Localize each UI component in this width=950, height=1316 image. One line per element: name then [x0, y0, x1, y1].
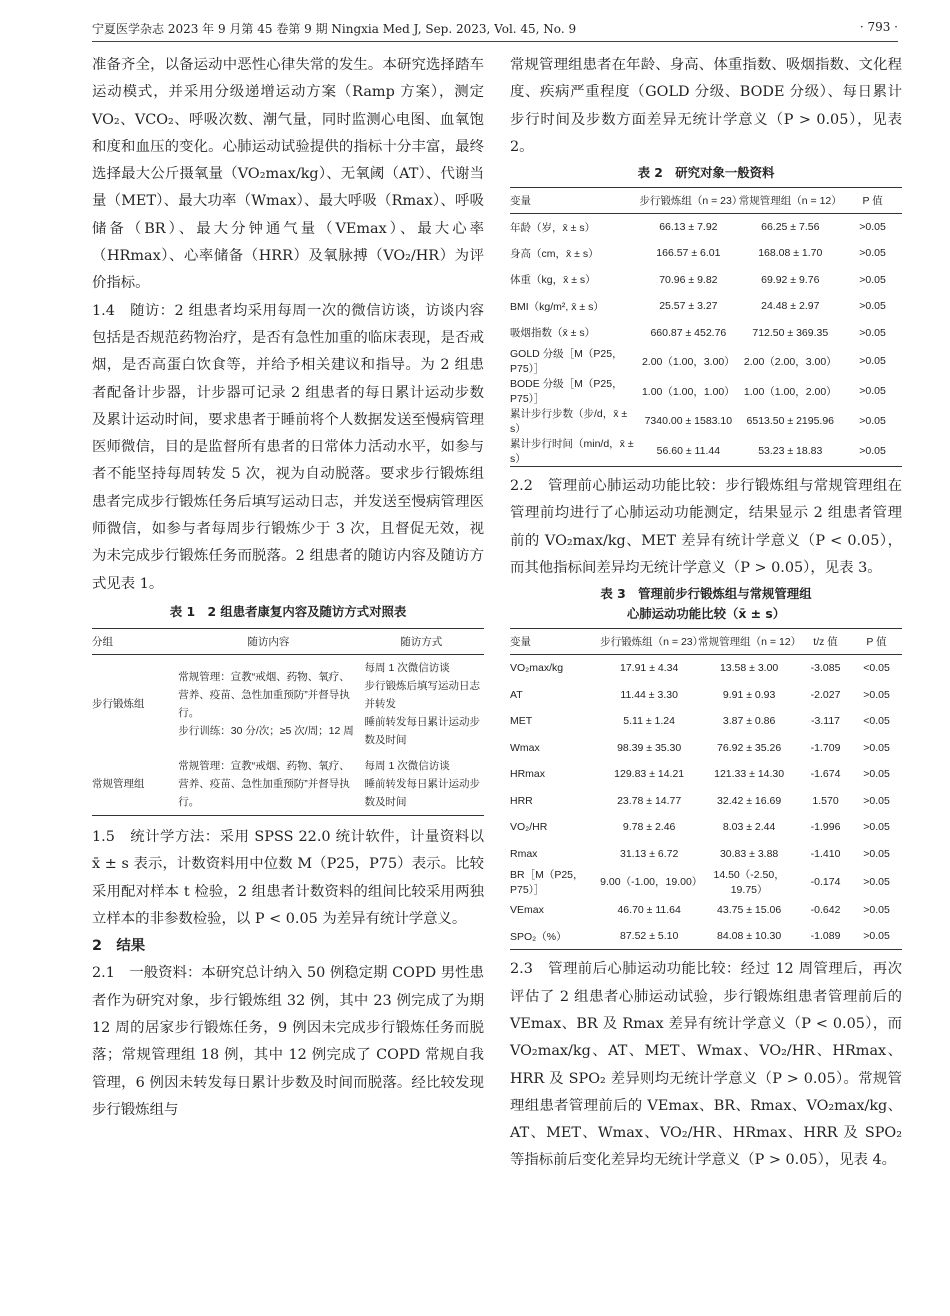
table-cell: 8.03 ± 2.44 — [722, 821, 776, 834]
table-cell: >0.05 — [859, 247, 886, 260]
table-row — [510, 406, 902, 436]
table1-header-group: 分组 — [92, 628, 178, 654]
table3-header-walk: 步行锻炼组（n = 23） — [600, 629, 698, 655]
table-cell: 69.92 ± 9.76 — [761, 273, 820, 286]
table-cell: -1.709 — [810, 741, 841, 754]
table-row — [510, 840, 902, 867]
table1-content-walk — [178, 654, 358, 753]
section-heading-results: 2 结果 — [92, 938, 146, 955]
table1-method-routine — [359, 753, 484, 816]
table1 — [92, 628, 484, 816]
table1-content-line: 常规管理：宣教“戒烟、药物、氧疗、营养、疫苗、急性加重预防”并督导执行。 — [178, 759, 350, 808]
table-cell: 66.13 ± 7.92 — [659, 221, 718, 234]
table2-body — [510, 214, 902, 467]
table-cell: -1.410 — [810, 847, 841, 860]
table-cell: 体重（kg，x̄ ± s） — [510, 274, 596, 287]
table-row — [510, 923, 902, 950]
table3-body — [510, 655, 902, 950]
table-cell: 76.92 ± 35.26 — [717, 741, 782, 754]
table-cell: 17.91 ± 4.34 — [620, 662, 679, 675]
table-cell: >0.05 — [859, 445, 886, 458]
paragraph-baseline-comparison: 常规管理组患者在年龄、身高、体重指数、吸烟指数、文化程度、疾病严重程度（GOLD 分级、BODE 分级）、每日累计步行时间及步数方面差异无统计学意义（P > 0.05），见表 2。 — [510, 57, 902, 155]
table3-header-row — [510, 629, 902, 655]
table-row — [510, 681, 902, 708]
table-row — [510, 897, 902, 924]
table-cell: 23.78 ± 14.77 — [617, 794, 682, 807]
table-row — [510, 867, 902, 897]
table-cell: 9.91 ± 0.93 — [722, 688, 776, 701]
table-cell: >0.05 — [863, 930, 890, 943]
table-cell: BODE 分级［M（P25，P75）］ — [510, 378, 623, 406]
table1-content-line: 常规管理：宣教“戒烟、药物、氧疗、营养、疫苗、急性加重预防”并督导执行。 — [178, 670, 350, 719]
table-cell: >0.05 — [863, 904, 890, 917]
table-cell: VEmax — [510, 904, 544, 917]
paragraph-general-data: 2.1 一般资料：本研究总计纳入 50 例稳定期 COPD 男性患者作为研究对象，步行锻炼组 32 例，其中 23 例完成了为期 12 周的居家步行锻炼任务，9 例因未完成步行锻炼任务而脱落；常规管理组 18 例，其中 12 例完成了 COPD 常规自我管理，6 例因未转发每日累计步数及时间而脱落。经比较发现步行锻炼组与 — [92, 965, 484, 1118]
table-cell: -3.085 — [810, 662, 841, 675]
table-cell: 1.00（1.00，1.00） — [641, 385, 735, 398]
table-cell: GOLD 分级［M（P25，P75）］ — [510, 348, 623, 376]
paragraph-follow-up: 1.4 随访：2 组患者均采用每周一次的微信访谈，访谈内容包括是否规范药物治疗，是否有急性加重的临床表现，是否戒烟，是否高蛋白饮食等，并给予相关建议和指导。为 2 组患者配备计步器，计步器可记录 2 组患者的每日累计运动步数及累计运动时间，要求患者于睡前将个人数据发送至慢病管理医师微信，目的是监督所有患者的日常体力活动水平，如参与者不能坚持每周转发 5 次，视为自动脱落。要求步行锻炼组患者完成步行锻炼任务后填写运动日志，并发送至慢病管理医师微信，如参与者每周步行锻炼少于 3 次，且督促无效，视为未完成步行锻炼任务而脱落。2 组患者的随访内容及随访方式见表 1。 — [92, 302, 484, 592]
table2-header-variable: 变量 — [510, 188, 639, 214]
table2-header-row — [510, 188, 902, 214]
table1-method-line: 每周 1 次微信访谈 — [364, 661, 450, 674]
table1-group-routine: 常规管理组 — [92, 777, 145, 790]
paragraph-cpet-method: 准备齐全，以备运动中恶性心律失常的发生。本研究选择踏车运动模式，并采用分级递增运动方案（Ramp 方案），测定 VO₂、VCO₂、呼吸次数、潮气量，同时监测心电图、血氧饱和度和血压的变化。心肺运动试验提供的指标十分丰富，最终选择最大公斤摄氧量（VO₂max/kg）、无氧阈（AT）、代谢当量（MET）、最大功率（Wmax）、最大呼吸（Rmax）、呼吸储备（BR）、最大分钟通气量（VEmax）、最大心率（HRmax）、心率储备（HRR）及氧脉搏（VO₂/HR）为评价指标。 — [92, 57, 484, 292]
table-cell: >0.05 — [859, 326, 886, 339]
table-cell: <0.05 — [863, 715, 890, 728]
table-cell: 660.87 ± 452.76 — [650, 326, 727, 339]
table-row — [510, 734, 902, 761]
table-cell: >0.05 — [859, 300, 886, 313]
table3-caption-line2: 心肺运动功能比较（x̄ ± s） — [626, 606, 786, 622]
table-cell: >0.05 — [859, 385, 886, 398]
table-row — [510, 708, 902, 735]
table1-header-method: 随访方式 — [359, 628, 484, 654]
table1-method-line: 每周 1 次微信访谈 — [364, 759, 450, 772]
table-cell: AT — [510, 688, 523, 701]
table2-header-walk: 步行锻炼组（n = 23） — [639, 188, 737, 214]
table3-caption-line1: 表 3 管理前步行锻炼组与常规管理组 — [600, 586, 812, 602]
table-cell: 121.33 ± 14.30 — [714, 768, 785, 781]
table2-header-routine: 常规管理组（n = 12） — [737, 188, 843, 214]
table-row — [510, 761, 902, 788]
table-cell: 46.70 ± 11.64 — [617, 904, 681, 917]
table-cell: 87.52 ± 5.10 — [620, 930, 679, 943]
table-row — [510, 293, 902, 320]
table-cell: 9.78 ± 2.46 — [622, 821, 676, 834]
table-cell: 11.44 ± 3.30 — [620, 688, 678, 701]
table-cell: <0.05 — [863, 662, 890, 675]
table-cell: >0.05 — [859, 415, 886, 428]
table-cell: -2.027 — [810, 688, 841, 701]
table-row — [510, 214, 902, 241]
table-cell: 84.08 ± 10.30 — [717, 930, 782, 943]
journal-citation: 宁夏医学杂志 2023 年 9 月第 45 卷第 9 期 Ningxia Med J, Sep. 2023, Vol. 45, No. 9 — [92, 22, 577, 36]
table1-group-walk: 步行锻炼组 — [92, 697, 145, 710]
table1-content-routine — [178, 753, 358, 816]
table3-header-tz: t/z 值 — [800, 629, 851, 655]
table-row — [510, 320, 902, 347]
table-row — [510, 436, 902, 467]
table1-header-row — [92, 628, 484, 654]
table1-method-walk — [359, 654, 484, 753]
running-header — [92, 18, 898, 42]
table-cell: >0.05 — [863, 768, 890, 781]
table-row — [92, 753, 484, 816]
page-number: · 793 · — [859, 20, 898, 34]
table-cell: 712.50 ± 369.35 — [752, 326, 829, 339]
table-cell: HRR — [510, 794, 533, 807]
table-cell: MET — [510, 715, 533, 728]
table-cell: 7340.00 ± 1583.10 — [644, 415, 733, 428]
table-cell: 24.48 ± 2.97 — [761, 300, 820, 313]
table-cell: 累计步行时间（min/d，x̄ ± s） — [510, 438, 634, 466]
table-row — [510, 240, 902, 267]
table-cell: 56.60 ± 11.44 — [656, 445, 721, 458]
table-row — [510, 814, 902, 841]
table-cell: 32.42 ± 16.69 — [717, 794, 782, 807]
table-cell: Wmax — [510, 741, 540, 754]
table-cell: 13.58 ± 3.00 — [719, 662, 779, 675]
table-row — [92, 654, 484, 753]
table1-content-line: 步行训练：30 分/次；≥5 次/周；12 周 — [178, 724, 354, 737]
table-cell: 吸烟指数（x̄ ± s） — [510, 327, 596, 340]
table-cell: >0.05 — [863, 847, 890, 860]
paragraph-statistics: 1.5 统计学方法：采用 SPSS 22.0 统计软件，计量资料以 x̄ ± s 表示，计数资料用中位数 M（P25，P75）表示。比较采用配对样本 t 检验，2 组患者计数资料的组间比较采用两独立样本的非参数检验，以 P < 0.05 为差异有统计学意义。 — [92, 828, 484, 927]
right-column — [510, 52, 902, 1175]
table-cell: 2.00（1.00，3.00） — [641, 355, 735, 368]
table-cell: 53.23 ± 18.83 — [758, 445, 823, 458]
table-cell: >0.05 — [863, 794, 890, 807]
table2-header-p: P 值 — [843, 188, 902, 214]
table-cell: 70.96 ± 9.82 — [659, 273, 718, 286]
table3-header-p: P 值 — [851, 629, 902, 655]
table-cell: 9.00（-1.00，19.00） — [600, 876, 703, 889]
table-cell: 1.570 — [812, 794, 839, 807]
table3-header-variable: 变量 — [510, 629, 600, 655]
table-cell: 累计步行步数（步/d，x̄ ± s） — [510, 408, 628, 436]
table-cell: >0.05 — [863, 875, 890, 888]
table-cell: BR［M（P25，P75）］ — [510, 868, 584, 896]
paragraph-pre-management: 2.2 管理前心肺运动功能比较：步行锻炼组与常规管理组在管理前均进行了心肺运动功能测定，结果显示 2 组患者管理前的 VO₂max/kg、MET 差异有统计学意义（P < 0.05），而其他指标间差异均无统计学意义（P > 0.05），见表 3。 — [510, 478, 902, 577]
table-cell: 168.08 ± 1.70 — [758, 247, 823, 260]
table-cell: 5.11 ± 1.24 — [623, 715, 675, 728]
table-cell: 2.00（2.00，3.00） — [743, 355, 837, 368]
table-cell: -0.174 — [810, 875, 841, 888]
table-cell: 31.13 ± 6.72 — [620, 847, 679, 860]
table1-method-line: 步行锻炼后填写运动日志并转发 — [364, 679, 481, 710]
table-cell: >0.05 — [863, 688, 890, 701]
table-cell: >0.05 — [859, 355, 886, 368]
table-cell: 129.83 ± 14.21 — [614, 768, 685, 781]
table-cell: >0.05 — [863, 741, 890, 754]
table3 — [510, 628, 902, 950]
table1-method-line: 睡前转发每日累计运动步数及时间 — [364, 777, 481, 808]
table-cell: 98.39 ± 35.30 — [617, 741, 682, 754]
table-cell: 43.75 ± 15.06 — [717, 904, 782, 917]
table-cell: >0.05 — [863, 821, 890, 834]
table-cell: VO₂/HR — [510, 821, 548, 834]
table-cell: >0.05 — [859, 221, 886, 234]
table-cell: 年龄（岁，x̄ ± s） — [510, 221, 596, 234]
table-cell: -3.117 — [811, 715, 841, 728]
table2 — [510, 187, 902, 467]
table-cell: 6513.50 ± 2195.96 — [746, 415, 835, 428]
table-row — [510, 346, 902, 376]
table-cell: SPO₂（%） — [510, 930, 567, 943]
left-column — [92, 52, 484, 1124]
table-cell: 1.00（1.00，2.00） — [743, 385, 837, 398]
table2-caption: 表 2 研究对象一般资料 — [637, 165, 775, 181]
table-cell: -1.996 — [810, 821, 841, 834]
paragraph-pre-post-comparison: 2.3 管理前后心肺运动功能比较：经过 12 周管理后，再次评估了 2 组患者心肺运动试验，步行锻炼组患者管理前后的 VEmax、BR 及 Rmax 差异有统计学意义（P < 0.05），而 VO₂max/kg、AT、MET、Wmax、VO₂/HR、HRmax、HRR 及 SPO₂ 差异则均无统计学意义（P > 0.05）。常规管理组患者管理前后的 VEmax、BR、Rmax、VO₂max/kg、AT、MET、Wmax、VO₂/HR、HRmax、HRR 及 SPO₂ 等指标前后变化差异均无统计学意义（P > 0.05），见表 4。 — [510, 961, 902, 1169]
table-row — [510, 267, 902, 294]
table1-method-line: 睡前转发每日累计运动步数及时间 — [364, 715, 481, 746]
table-row — [510, 787, 902, 814]
table-cell: -1.674 — [810, 768, 841, 781]
table-cell: 30.83 ± 3.88 — [719, 847, 779, 860]
table-cell: 166.57 ± 6.01 — [656, 247, 721, 260]
table-cell: >0.05 — [859, 273, 886, 286]
table1-caption: 表 1 2 组患者康复内容及随访方式对照表 — [169, 603, 407, 619]
table-cell: Rmax — [510, 847, 538, 860]
table-cell: VO₂max/kg — [510, 662, 564, 675]
table3-header-routine: 常规管理组（n = 12） — [698, 629, 800, 655]
table-cell: 25.57 ± 3.27 — [659, 300, 718, 313]
table-cell: -0.642 — [810, 904, 841, 917]
table1-header-content: 随访内容 — [178, 628, 358, 654]
table-row — [510, 655, 902, 682]
table-row — [510, 376, 902, 406]
table-cell: 14.50（-2.50，19.75） — [713, 868, 785, 896]
table-cell: 66.25 ± 7.56 — [761, 221, 820, 234]
table-cell: BMI（kg/m², x̄ ± s） — [510, 300, 604, 313]
table-cell: 身高（cm，x̄ ± s） — [510, 247, 599, 260]
table-cell: 3.87 ± 0.86 — [722, 715, 776, 728]
table-cell: HRmax — [510, 768, 546, 781]
table-cell: -1.089 — [810, 930, 841, 943]
